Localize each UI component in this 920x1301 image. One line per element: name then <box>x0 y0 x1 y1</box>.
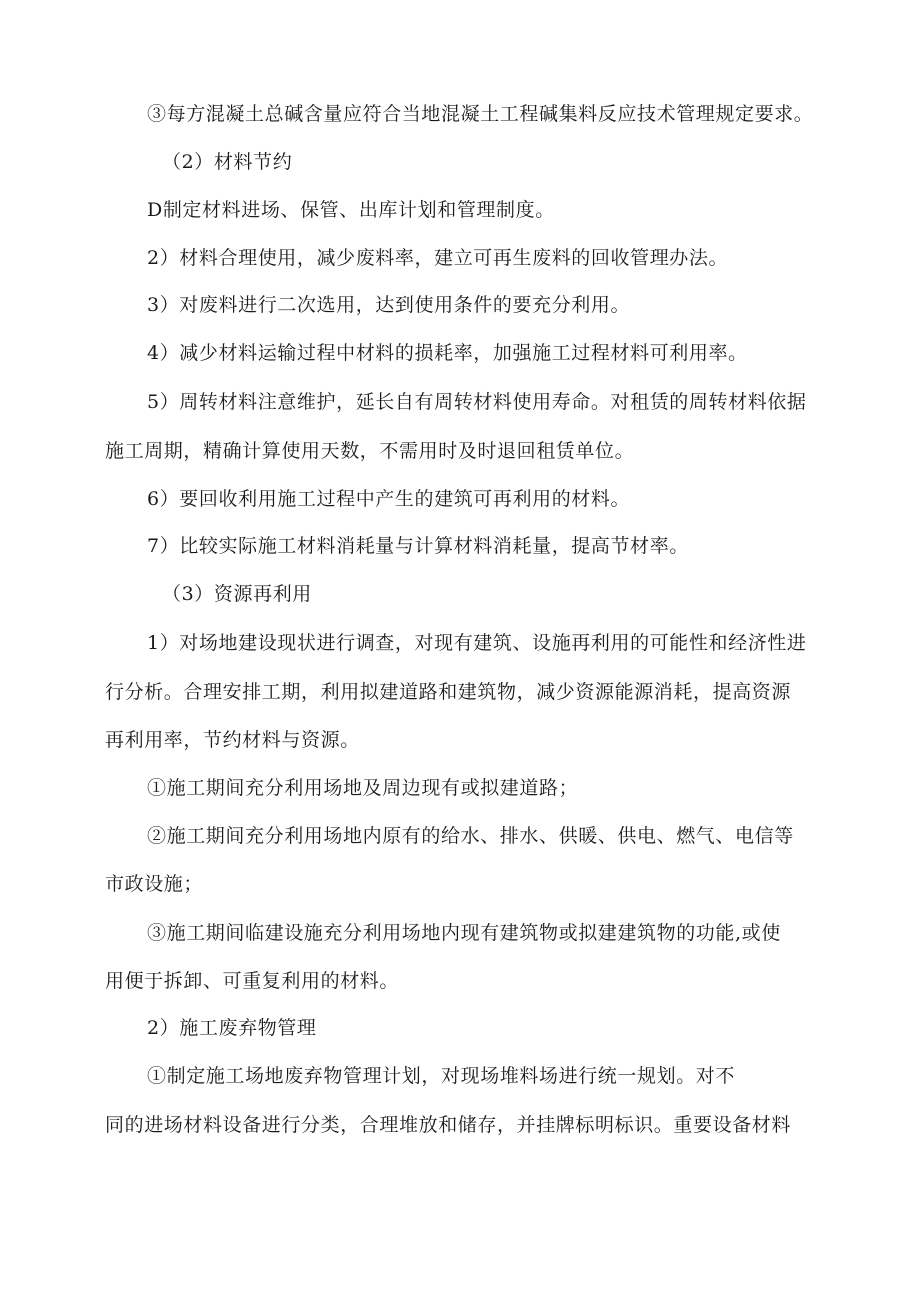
text-line-5: 3）对废料进行二次选用，达到使用条件的要充分利用。 <box>147 294 631 316</box>
text-line-8: 施工周期，精确计算使用天数，不需用时及时退回租赁单位。 <box>105 440 635 462</box>
text-line-21: ①制定施工场地废弃物管理计划，对现场堆料场进行统一规划。对不 <box>147 1065 736 1087</box>
text-line-1: ③每方混凝土总碱含量应符合当地混凝土工程碱集料反应技术管理规定要求。 <box>147 103 814 125</box>
section-heading-waste-management: 2）施工废弃物管理 <box>147 1017 317 1039</box>
section-heading-resource-reuse: （3）资源再利用 <box>162 583 312 605</box>
text-line-7: 5）周转材料注意维护，延长自有周转材料使用寿命。对租赁的周转材料依据 <box>147 391 807 413</box>
text-line-3: D制定材料进场、保管、出库计划和管理制度。 <box>147 199 555 221</box>
text-line-15: ①施工期间充分利用场地及周边现有或拟建道路； <box>147 777 579 799</box>
text-line-22: 同的进场材料设备进行分类，合理堆放和储存，并挂牌标明标识。重要设备材料 <box>105 1114 792 1136</box>
text-line-19: 用便于拆卸、可重复利用的材料。 <box>105 970 400 992</box>
text-line-12: 1）对场地建设现状进行调查，对现有建筑、设施再利用的可能性和经济性进 <box>147 632 807 654</box>
text-line-17: 市政设施； <box>105 873 204 895</box>
section-heading-material-saving: （2）材料节约 <box>162 151 293 173</box>
text-line-14: 再利用率，节约材料与资源。 <box>105 729 360 751</box>
text-line-6: 4）减少材料运输过程中材料的损耗率，加强施工过程材料可利用率。 <box>147 342 748 364</box>
text-line-18: ③施工期间临建设施充分利用场地内现有建筑物或拟建建筑物的功能,或使 <box>147 922 781 944</box>
text-line-10: 7）比较实际施工材料消耗量与计算材料消耗量，提高节材率。 <box>147 535 689 557</box>
text-line-4: 2）材料合理使用，减少废料率，建立可再生废料的回收管理办法。 <box>147 247 729 269</box>
text-line-13: 行分析。合理安排工期，利用拟建道路和建筑物，减少资源能源消耗，提高资源 <box>105 681 792 703</box>
text-line-16: ②施工期间充分利用场地内原有的给水、排水、供暖、供电、燃气、电信等 <box>147 825 794 847</box>
text-line-9: 6）要回收利用施工过程中产生的建筑可再利用的材料。 <box>147 488 631 510</box>
